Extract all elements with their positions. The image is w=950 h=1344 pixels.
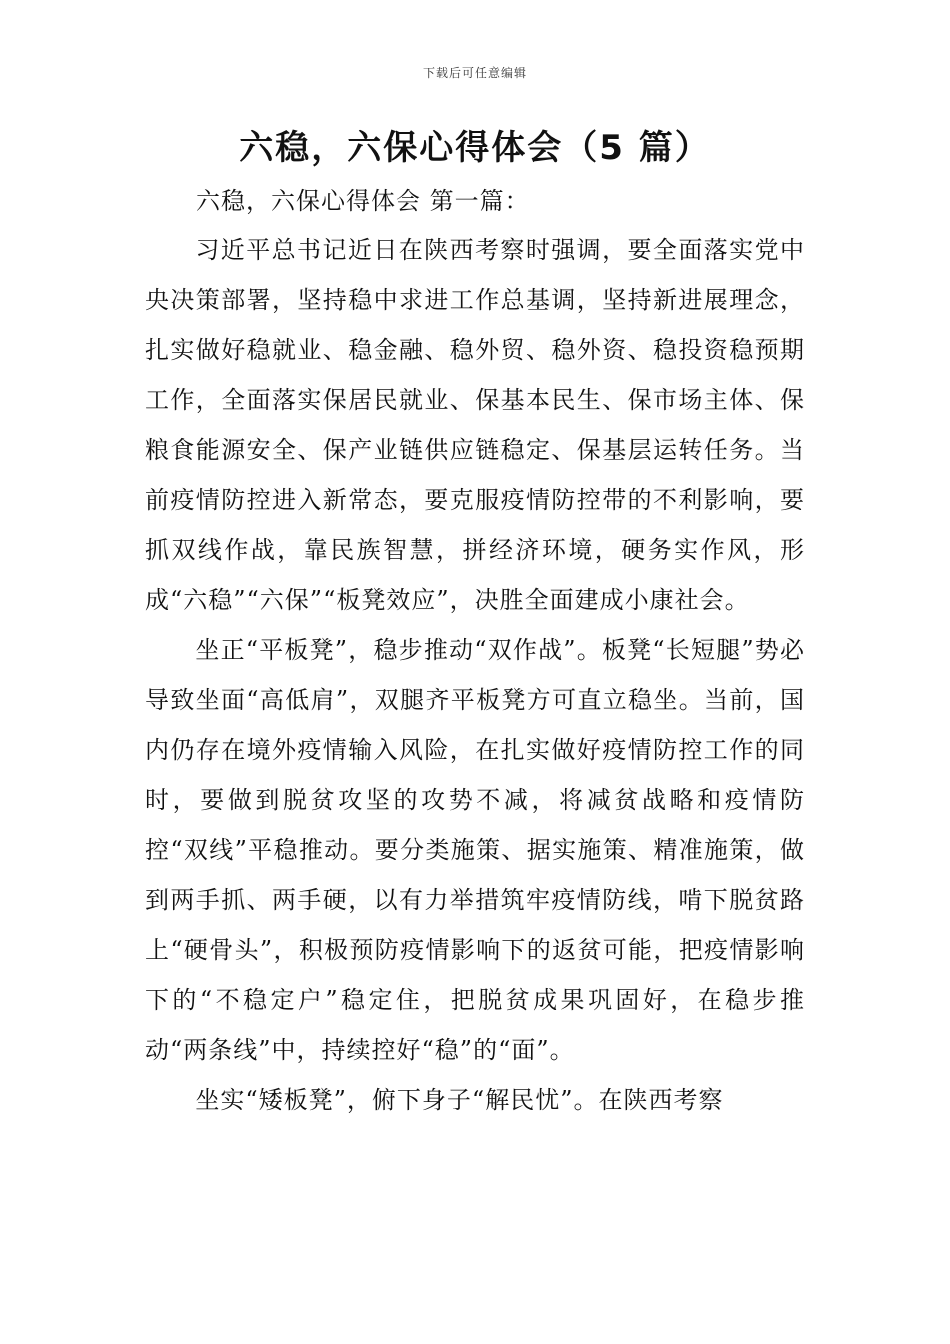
paragraph: 习近平总书记近日在陕西考察时强调，要全面落实党中央决策部署，坚持稳中求进工作总基调，坚持新进展理念，扎实做好稳就业、稳金融、稳外贸、稳外资、稳投资稳预期工作，全面落实保居民就业、保基本民生、保市场主体、保粮食能源安全、保产业链供应链稳定、保基层运转任务。当前疫情防控进入新常态，要克服疫情防控带的不利影响，要抓双线作战，靠民族智慧，拼经济环境，硬务实作风，形成“六稳”“六保”“板凳效应”，决胜全面建成小康社会。 bbox=[145, 236, 805, 614]
document-title: 六稳，六保心得体会（5 篇） bbox=[239, 128, 711, 168]
document-subtitle: 六稳，六保心得体会 第一篇： bbox=[196, 187, 530, 215]
paragraph: 坐实“矮板凳”，俯下身子“解民忧”。在陕西考察 bbox=[195, 1086, 724, 1114]
document-body bbox=[145, 225, 805, 1125]
header-note: 下载后可任意编辑 bbox=[422, 66, 527, 80]
paragraph: 坐正“平板凳”，稳步推动“双作战”。板凳“长短腿”势必导致坐面“高低肩”，双腿齐平板凳方可直立稳坐。当前，国内仍存在境外疫情输入风险，在扎实做好疫情防控工作的同时，要做到脱贫攻坚的攻势不减，将减贫战略和疫情防控“双线”平稳推动。要分类施策、据实施策、精准施策，做到两手抓、两手硬，以有力举措筑牢疫情防线，啃下脱贫路上“硬骨头”，积极预防疫情影响下的返贫可能，把疫情影响下的“不稳定户”稳定住，把脱贫成果巩固好，在稳步推动“两条线”中，持续控好“稳”的“面”。 bbox=[145, 636, 805, 1064]
